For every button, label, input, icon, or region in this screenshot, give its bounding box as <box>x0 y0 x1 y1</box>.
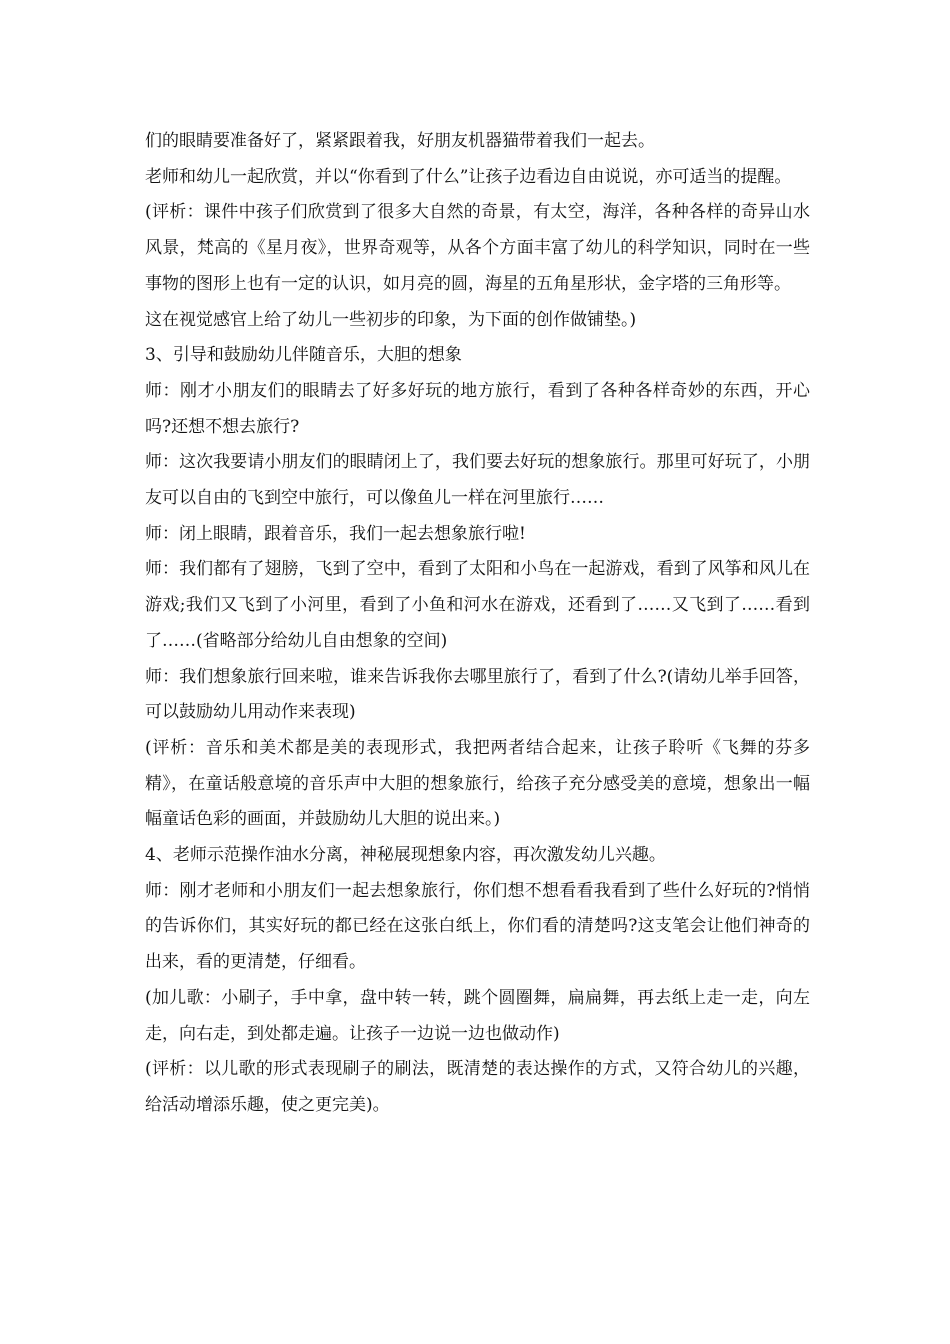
paragraph-3: (评析：课件中孩子们欣赏到了很多大自然的奇景，有太空，海洋，各种各样的奇异山水风景，梵高的《星月夜》，世界奇观等，从各个方面丰富了幼儿的科学知识，同时在一些事物的图形上也有一定的认识，如月亮的圆，海星的五角星形状，金字塔的三角形等。 <box>145 202 810 294</box>
paragraph-6: 师：刚才小朋友们的眼睛去了好多好玩的地方旅行，看到了各种各样奇妙的东西，开心吗?还想不想去旅行? <box>145 380 810 437</box>
paragraph-2: 老师和幼儿一起欣赏，并以“你看到了什么”让孩子边看边自由说说，亦可适当的提醒。 <box>145 166 792 187</box>
paragraph-8: 师：闭上眼睛，跟着音乐，我们一起去想象旅行啦! <box>145 523 526 544</box>
paragraph-14: (加儿歌：小刷子，手中拿，盘中转一转，跳个圆圈舞，扁扁舞，再去纸上走一走，向左走，向右走，到处都走遍。让孩子一边说一边也做动作) <box>145 987 810 1044</box>
paragraph-13: 师：刚才老师和小朋友们一起去想象旅行，你们想不想看看我看到了些什么好玩的?悄悄的告诉你们，其实好玩的都已经在这张白纸上，你们看的清楚吗?这支笔会让他们神奇的出来，看的更清楚，仔细看。 <box>145 880 810 973</box>
paragraph-9: 师：我们都有了翅膀，飞到了空中，看到了太阳和小鸟在一起游戏，看到了风筝和风儿在游戏;我们又飞到了小河里，看到了小鱼和河水在游戏，还看到了……又飞到了……看到了……(省略部分给幼儿自由想象的空间) <box>145 559 810 651</box>
paragraph-1: 们的眼睛要准备好了，紧紧跟着我，好朋友机器猫带着我们一起去。 <box>145 131 655 151</box>
paragraph-7: 师：这次我要请小朋友们的眼睛闭上了，我们要去好玩的想象旅行。那里可好玩了，小朋友可以自由的飞到空中旅行，可以像鱼儿一样在河里旅行…… <box>145 452 810 509</box>
section-heading-4: 4、老师示范操作油水分离，神秘展现想象内容，再次激发幼儿兴趣。 <box>145 845 666 866</box>
paragraph-11: (评析：音乐和美术都是美的表现形式，我把两者结合起来，让孩子聆听《飞舞的芬多精》，在童话般意境的音乐声中大胆的想象旅行，给孩子充分感受美的意境，想象出一幅幅童话色彩的画面，并鼓励幼儿大胆的说出来。) <box>145 737 810 830</box>
document-body <box>145 124 810 1124</box>
paragraph-10: 师：我们想象旅行回来啦，谁来告诉我你去哪里旅行了，看到了什么?(请幼儿举手回答，可以鼓励幼儿用动作来表现) <box>145 666 810 723</box>
paragraph-15: (评析：以儿歌的形式表现刷子的刷法，既清楚的表达操作的方式，又符合幼儿的兴趣，给活动增添乐趣，使之更完美)。 <box>145 1059 810 1115</box>
section-heading-3: 3、引导和鼓励幼儿伴随音乐，大胆的想象 <box>145 345 462 366</box>
paragraph-4: 这在视觉感官上给了幼儿一些初步的印象，为下面的创作做铺垫。) <box>145 309 637 330</box>
